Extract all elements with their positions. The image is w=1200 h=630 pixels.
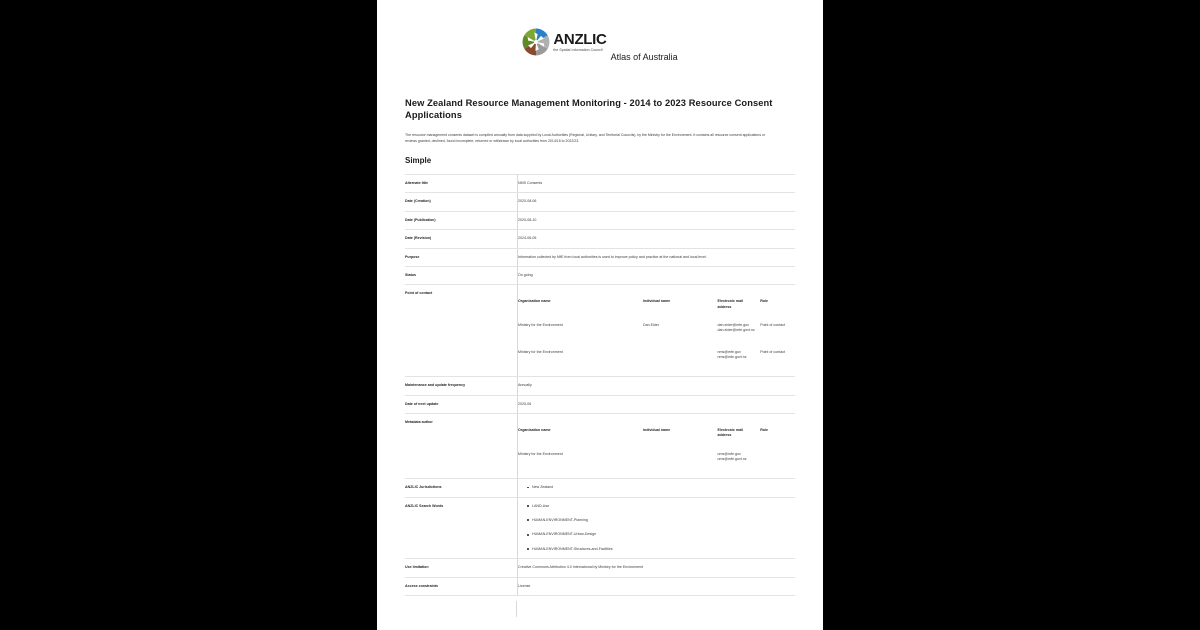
- contact-organisation: Ministry for the Environment: [518, 349, 563, 354]
- table-row-jurisdictions: [405, 479, 795, 497]
- contact-role: Point of contact: [760, 349, 786, 354]
- contact-email: nms@mfe.gov nms@mfe.govt.nz: [717, 349, 747, 359]
- contact-row: [518, 344, 795, 371]
- contact-individual: [643, 344, 718, 371]
- anzlic-wordmark-text: ANZLIC: [553, 31, 607, 49]
- brand-lockup[interactable]: [522, 28, 606, 56]
- table-row: [405, 248, 795, 266]
- contact-email: nms@mfe.gov nms@mfe.govt.nz: [717, 451, 747, 461]
- table-row: [405, 395, 795, 413]
- dataset-abstract: The resource management consents dataset is compiled annually from data supplied by Local Authorities (Regional, Unitary, and Territorial Councils), by the Ministry for the Environment. It contains all resource consent applications or reviews granted, declined, found incomplete, returned or withdrawn by local authorities from 2014/15 to 2022/23.: [405, 133, 766, 143]
- row-label: Date (Revision): [405, 230, 518, 248]
- contact-individual: [643, 446, 718, 473]
- column-header-individual: Individual name: [643, 299, 671, 304]
- list-item: HUMAN-ENVIRONMENT-Planning: [527, 518, 795, 523]
- row-label: Status: [405, 266, 518, 284]
- row-value: [518, 414, 796, 479]
- row-label: Access constraints: [405, 577, 518, 595]
- contact-individual: Dan Elder: [643, 322, 659, 327]
- table-row: [405, 266, 795, 284]
- contacts-header-row: [518, 293, 795, 316]
- row-value: Creative Commons Attribution 4.0 International by Ministry for the Environment: [518, 559, 796, 577]
- table-row: [405, 377, 795, 395]
- table-row: [405, 230, 795, 248]
- row-value: On going: [518, 266, 796, 284]
- list-item: HUMAN-ENVIRONMENT-Urban-Design: [527, 532, 795, 537]
- contact-role: [760, 446, 795, 473]
- row-label: Metadata author: [405, 414, 518, 479]
- contact-row: [518, 317, 795, 344]
- table-row: [405, 175, 795, 193]
- row-value: 2025-06: [518, 395, 796, 413]
- document-page: [377, 0, 823, 630]
- table-row: [405, 577, 795, 595]
- row-label: Alternate title: [405, 175, 518, 193]
- row-value: 2020-08-10: [518, 211, 796, 229]
- row-label: Date of next update: [405, 395, 518, 413]
- table-tail-divider: [516, 601, 517, 617]
- page-header: [377, 0, 823, 62]
- row-value: 2020-08-06: [518, 193, 796, 211]
- row-value: [518, 479, 796, 497]
- page-title: New Zealand Resource Management Monitoring - 2014 to 2023 Resource Consent Applications: [405, 98, 773, 121]
- section-heading-simple: Simple: [405, 156, 432, 165]
- contact-role: Point of contact: [760, 322, 786, 327]
- metadata-author-table: [518, 422, 795, 472]
- row-value: NMS Consents: [518, 175, 796, 193]
- column-header-individual: Individual name: [643, 428, 671, 433]
- table-row: [405, 211, 795, 229]
- row-label: Purpose: [405, 248, 518, 266]
- list-item: LAND-Use: [527, 504, 795, 509]
- search-words-list: [518, 504, 795, 553]
- row-label: Point of contact: [405, 285, 518, 377]
- anzlic-tagline: the Spatial Information Council: [553, 47, 603, 52]
- anzlic-wordmark: [553, 32, 606, 52]
- contact-row: [518, 446, 795, 473]
- row-value: [518, 285, 796, 377]
- point-of-contact-table: [518, 293, 795, 370]
- column-header-email: Electronic mail address: [717, 428, 744, 438]
- row-label: Maintenance and update frequency: [405, 377, 518, 395]
- table-row: [405, 193, 795, 211]
- column-header-organisation: Organisation name: [518, 428, 551, 433]
- column-header-email: Electronic mail address: [717, 299, 744, 309]
- row-value: Information collected by MfE from local authorities is used to improve policy and practice at the national and local level.: [518, 248, 796, 266]
- column-header-role: Role: [760, 428, 769, 433]
- column-header-role: Role: [760, 299, 769, 304]
- row-value: [518, 497, 796, 559]
- row-label: Date (Publication): [405, 211, 518, 229]
- list-item: New Zealand: [527, 485, 795, 490]
- row-label: Use limitation: [405, 559, 518, 577]
- row-label: Date (Creation): [405, 193, 518, 211]
- table-row: [405, 559, 795, 577]
- row-value: Annually: [518, 377, 796, 395]
- metadata-table: [405, 174, 795, 596]
- list-item: HUMAN-ENVIRONMENT-Structures-and-Facilities: [527, 547, 795, 552]
- anzlic-logo-icon: [522, 28, 550, 56]
- contacts-header-row: [518, 422, 795, 445]
- site-title: Atlas of Australia: [610, 52, 678, 62]
- contact-organisation: Ministry for the Environment: [518, 322, 563, 327]
- row-value: 2024-06-05: [518, 230, 796, 248]
- table-row-metadata-author: [405, 414, 795, 479]
- row-value: License: [518, 577, 796, 595]
- row-label: ANZLIC Jurisdictions: [405, 479, 518, 497]
- table-row-search-words: [405, 497, 795, 559]
- contact-organisation: Ministry for the Environment: [518, 451, 563, 456]
- document-content: [377, 97, 823, 596]
- column-header-organisation: Organisation name: [518, 299, 551, 304]
- jurisdictions-list: [518, 485, 795, 490]
- contact-email: dan.elder@mfe.gov dan.elder@mfe.govt.nz: [717, 322, 755, 333]
- row-label: ANZLIC Search Words: [405, 497, 518, 559]
- table-row-point-of-contact: [405, 285, 795, 377]
